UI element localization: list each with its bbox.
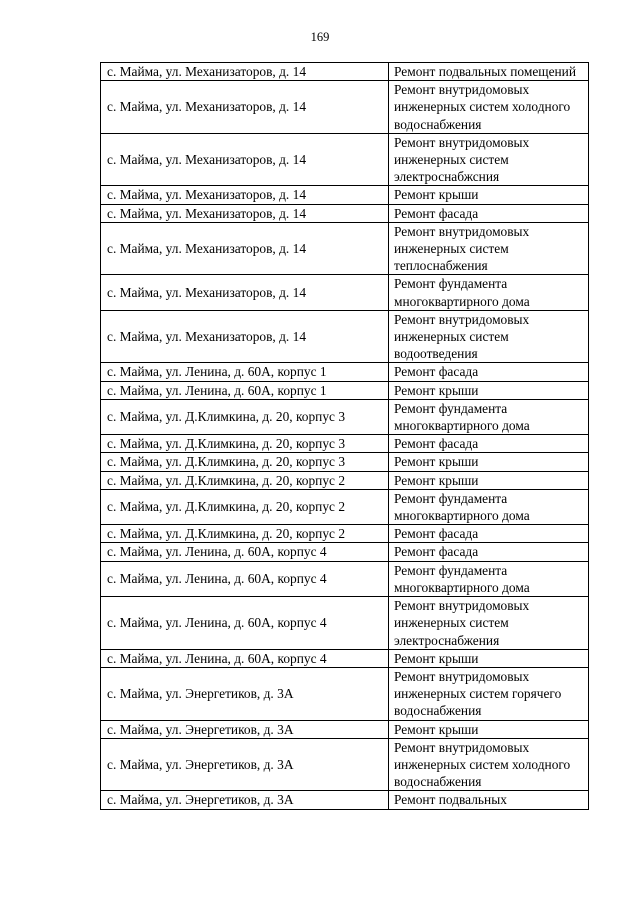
table-row bbox=[101, 738, 589, 791]
table-row bbox=[101, 435, 589, 453]
address-cell: с. Майма, ул. Энергетиков, д. 3А bbox=[101, 720, 389, 738]
work-type-cell: Ремонт крыши bbox=[389, 381, 589, 399]
work-type-cell: Ремонт фасада bbox=[389, 435, 589, 453]
work-type-cell: Ремонт фасада bbox=[389, 525, 589, 543]
work-type-cell: Ремонт внутридомовых инженерных систем электроснабжения bbox=[389, 597, 589, 650]
address-cell: с. Майма, ул. Энергетиков, д. 3А bbox=[101, 667, 389, 720]
work-type-cell: Ремонт фасада bbox=[389, 204, 589, 222]
table-row bbox=[101, 543, 589, 561]
table-row bbox=[101, 471, 589, 489]
table-row bbox=[101, 204, 589, 222]
address-cell: с. Майма, ул. Механизаторов, д. 14 bbox=[101, 310, 389, 363]
table-row bbox=[101, 791, 589, 809]
table-row bbox=[101, 81, 589, 134]
address-cell: с. Майма, ул. Энергетиков, д. 3А bbox=[101, 738, 389, 791]
address-cell: с. Майма, ул. Механизаторов, д. 14 bbox=[101, 63, 389, 81]
work-type-cell: Ремонт крыши bbox=[389, 453, 589, 471]
work-type-cell: Ремонт подвальных bbox=[389, 791, 589, 809]
work-type-cell: Ремонт внутридомовых инженерных систем водоотведения bbox=[389, 310, 589, 363]
work-type-cell: Ремонт фундамента многоквартирного дома bbox=[389, 399, 589, 434]
table-row bbox=[101, 310, 589, 363]
table-row bbox=[101, 133, 589, 186]
address-cell: с. Майма, ул. Механизаторов, д. 14 bbox=[101, 133, 389, 186]
work-type-cell: Ремонт внутридомовых инженерных систем холодного водоснабжения bbox=[389, 738, 589, 791]
address-cell: с. Майма, ул. Ленина, д. 60А, корпус 1 bbox=[101, 363, 389, 381]
table-row bbox=[101, 597, 589, 650]
address-cell: с. Майма, ул. Энергетиков, д. 3А bbox=[101, 791, 389, 809]
address-cell: с. Майма, ул. Ленина, д. 60А, корпус 4 bbox=[101, 543, 389, 561]
work-type-cell: Ремонт фундамента многоквартирного дома bbox=[389, 489, 589, 524]
work-type-cell: Ремонт внутридомовых инженерных систем электроснабжсния bbox=[389, 133, 589, 186]
table-row bbox=[101, 489, 589, 524]
table-row bbox=[101, 381, 589, 399]
table-row bbox=[101, 363, 589, 381]
table-row bbox=[101, 649, 589, 667]
address-cell: с. Майма, ул. Д.Климкина, д. 20, корпус 3 bbox=[101, 453, 389, 471]
address-cell: с. Майма, ул. Механизаторов, д. 14 bbox=[101, 186, 389, 204]
address-cell: с. Майма, ул. Д.Климкина, д. 20, корпус 2 bbox=[101, 489, 389, 524]
address-cell: с. Майма, ул. Ленина, д. 60А, корпус 1 bbox=[101, 381, 389, 399]
table-row bbox=[101, 63, 589, 81]
address-cell: с. Майма, ул. Механизаторов, д. 14 bbox=[101, 275, 389, 310]
work-type-cell: Ремонт внутридомовых инженерных систем холодного водоснабжения bbox=[389, 81, 589, 134]
table-row bbox=[101, 561, 589, 596]
table-row bbox=[101, 275, 589, 310]
work-type-cell: Ремонт внутридомовых инженерных систем теплоснабжения bbox=[389, 222, 589, 275]
work-type-cell: Ремонт подвальных помещений bbox=[389, 63, 589, 81]
repair-works-table bbox=[100, 62, 589, 810]
table-row bbox=[101, 453, 589, 471]
work-type-cell: Ремонт крыши bbox=[389, 649, 589, 667]
address-cell: с. Майма, ул. Ленина, д. 60А, корпус 4 bbox=[101, 561, 389, 596]
work-type-cell: Ремонт внутридомовых инженерных систем горячего водоснабжения bbox=[389, 667, 589, 720]
work-type-cell: Ремонт крыши bbox=[389, 720, 589, 738]
table-row bbox=[101, 186, 589, 204]
table-body bbox=[101, 63, 589, 810]
work-type-cell: Ремонт фасада bbox=[389, 543, 589, 561]
table-row bbox=[101, 720, 589, 738]
address-cell: с. Майма, ул. Д.Климкина, д. 20, корпус 2 bbox=[101, 471, 389, 489]
address-cell: с. Майма, ул. Ленина, д. 60А, корпус 4 bbox=[101, 649, 389, 667]
work-type-cell: Ремонт фундамента многоквартирного дома bbox=[389, 561, 589, 596]
work-type-cell: Ремонт крыши bbox=[389, 186, 589, 204]
address-cell: с. Майма, ул. Ленина, д. 60А, корпус 4 bbox=[101, 597, 389, 650]
address-cell: с. Майма, ул. Д.Климкина, д. 20, корпус 2 bbox=[101, 525, 389, 543]
address-cell: с. Майма, ул. Механизаторов, д. 14 bbox=[101, 81, 389, 134]
work-type-cell: Ремонт крыши bbox=[389, 471, 589, 489]
address-cell: с. Майма, ул. Механизаторов, д. 14 bbox=[101, 204, 389, 222]
address-cell: с. Майма, ул. Д.Климкина, д. 20, корпус 3 bbox=[101, 399, 389, 434]
table-row bbox=[101, 399, 589, 434]
table-row bbox=[101, 525, 589, 543]
table-row bbox=[101, 222, 589, 275]
work-type-cell: Ремонт фундамента многоквартирного дома bbox=[389, 275, 589, 310]
address-cell: с. Майма, ул. Механизаторов, д. 14 bbox=[101, 222, 389, 275]
address-cell: с. Майма, ул. Д.Климкина, д. 20, корпус 3 bbox=[101, 435, 389, 453]
table-row bbox=[101, 667, 589, 720]
page-number: 169 bbox=[310, 30, 330, 44]
work-type-cell: Ремонт фасада bbox=[389, 363, 589, 381]
